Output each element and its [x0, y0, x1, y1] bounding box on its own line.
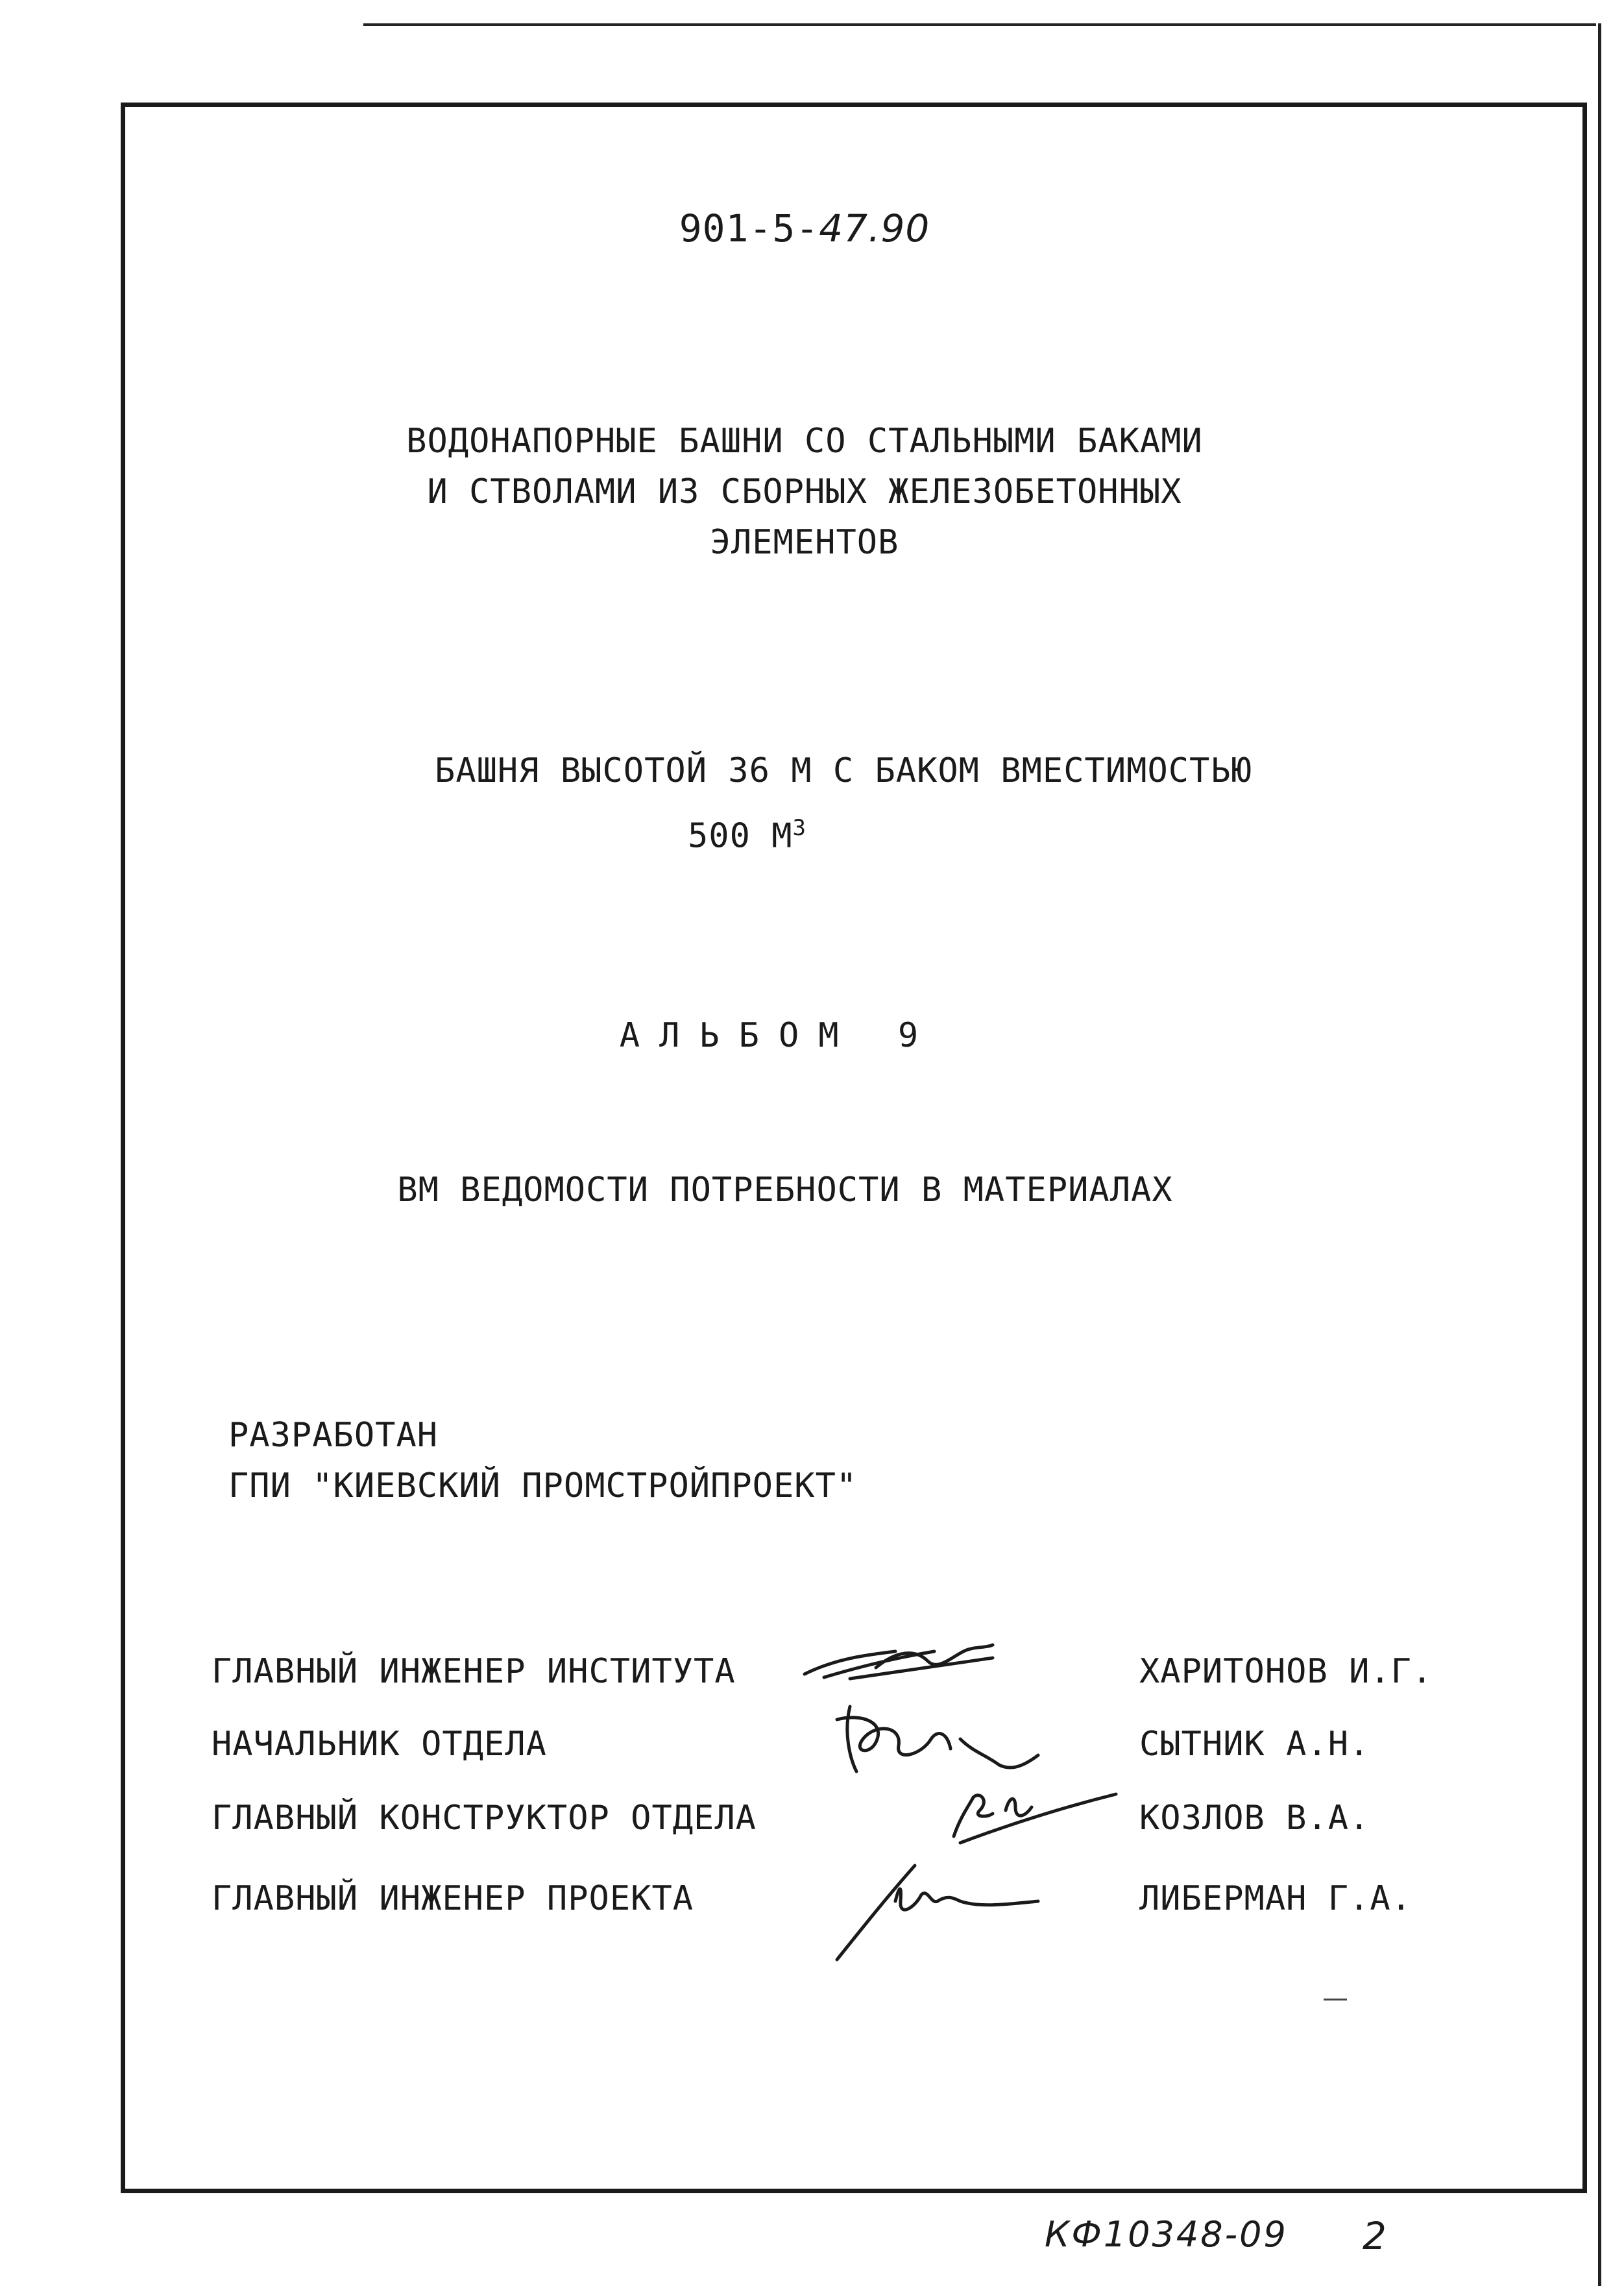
subtitle-line-1: БАШНЯ ВЫСОТОЙ 36 М С БАКОМ ВМЕСТИМОСТЬЮ	[435, 751, 1252, 790]
archive-code: КФ10348-09	[1045, 2214, 1288, 2255]
title-line-1: ВОДОНАПОРНЫЕ БАШНИ СО СТАЛЬНЫМИ БАКАМИ	[406, 422, 1203, 461]
name-liberman: ЛИБЕРМАН Г.А.	[1139, 1879, 1412, 1918]
name-sytnik: СЫТНИК А.Н.	[1139, 1725, 1370, 1764]
scan-right-edge	[1598, 23, 1601, 2286]
developer-label: РАЗРАБОТАН	[228, 1416, 439, 1455]
role-head-of-department: НАЧАЛЬНИК ОТДЕЛА	[212, 1725, 547, 1764]
mark-dash	[1324, 1999, 1347, 2000]
volume-exponent: 3	[792, 815, 807, 841]
section-title: ВМ ВЕДОМОСТИ ПОТРЕБНОСТИ В МАТЕРИАЛАХ	[397, 1171, 1173, 1210]
scan-top-edge	[363, 23, 1596, 26]
signature-3	[934, 1778, 1129, 1849]
document-code: 901-5-47.90	[679, 206, 930, 250]
role-chief-project-engineer: ГЛАВНЫЙ ИНЖЕНЕР ПРОЕКТА	[212, 1879, 694, 1918]
signature-1	[798, 1632, 1006, 1690]
title-line-2: И СТВОЛАМИ ИЗ СБОРНЫХ ЖЕЛЕЗОБЕТОННЫХ	[427, 472, 1182, 511]
signature-2	[824, 1694, 1051, 1778]
name-kharitonov: ХАРИТОНОВ И.Г.	[1139, 1652, 1433, 1691]
document-code-handwritten: 47.90	[819, 206, 930, 250]
developer-organization: ГПИ "КИЕВСКИЙ ПРОМСТРОЙПРОЕКТ"	[228, 1466, 858, 1505]
name-kozlov: КОЗЛОВ В.А.	[1139, 1799, 1370, 1838]
album-number: АЛЬБОМ 9	[619, 1016, 938, 1055]
subtitle-volume: 500 $М^3$	[688, 815, 807, 856]
title-line-3: ЭЛЕМЕНТОВ	[710, 523, 899, 562]
role-chief-engineer-institute: ГЛАВНЫЙ ИНЖЕНЕР ИНСТИТУТА	[212, 1652, 736, 1691]
signature-4	[824, 1856, 1071, 1966]
page-number: 2	[1363, 2214, 1387, 2258]
role-chief-designer: ГЛАВНЫЙ КОНСТРУКТОР ОТДЕЛА	[212, 1799, 757, 1838]
